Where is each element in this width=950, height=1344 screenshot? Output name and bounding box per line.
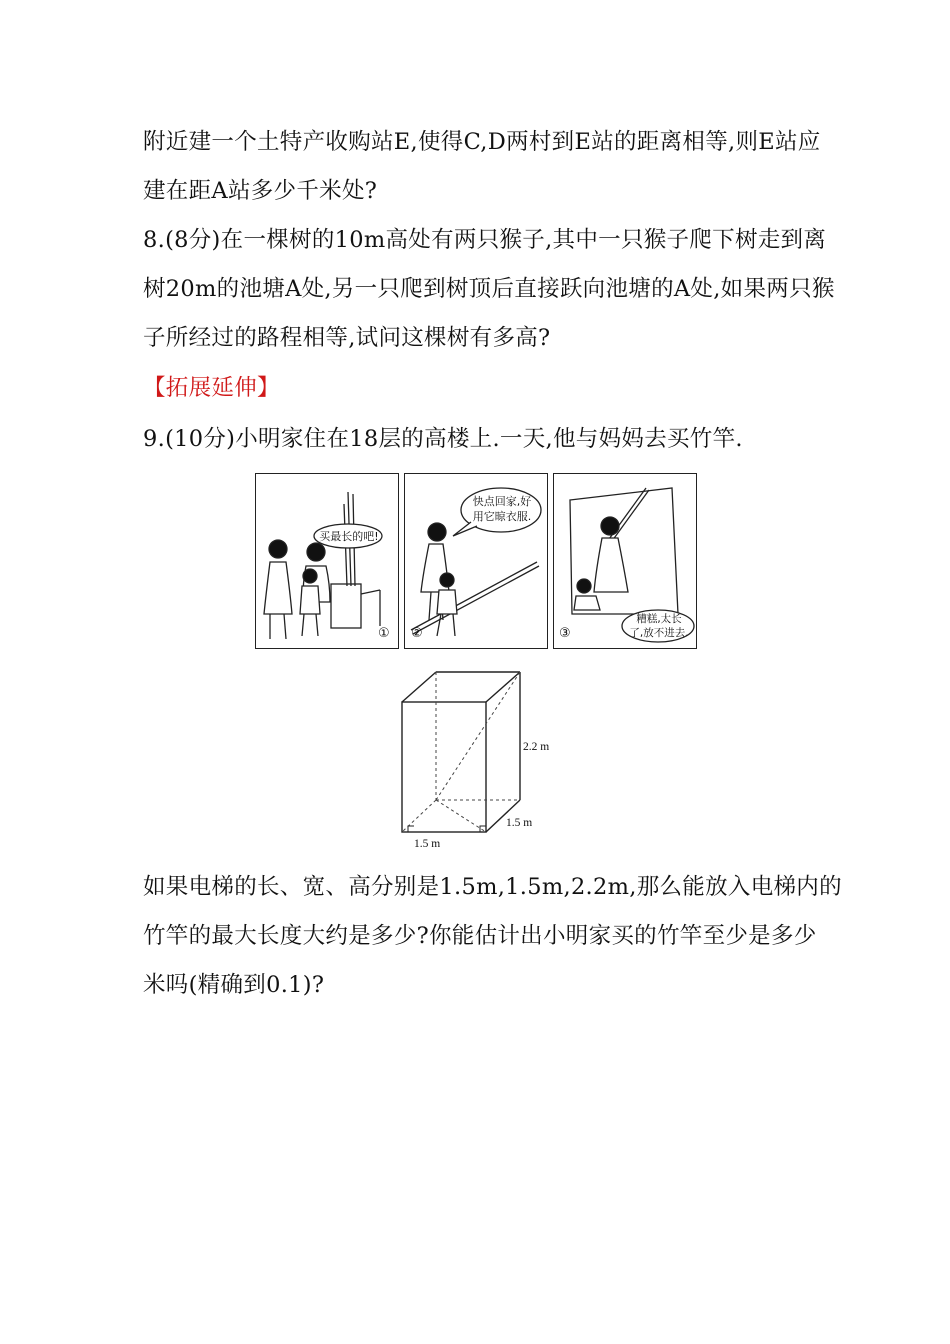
elevator-box-diagram <box>390 668 570 838</box>
problem-8-line-1: 8.(8分)在一棵树的10m高处有两只猴子,其中一只猴子爬下树走到离 <box>143 227 827 253</box>
depth-label: 1.5 m <box>506 817 533 829</box>
height-label: 2.2 m <box>523 741 550 753</box>
panel-1-number: ① <box>378 626 390 641</box>
problem-8-line-3: 子所经过的路程相等,试问这棵树有多高? <box>143 325 551 351</box>
problem-9-line-4: 米吗(精确到0.1)? <box>143 972 325 998</box>
panel-3-number: ③ <box>559 626 571 641</box>
problem-9-line-1: 9.(10分)小明家住在18层的高楼上.一天,他与妈妈去买竹竿. <box>143 426 743 452</box>
text-line-1: 附近建一个土特产收购站E,使得C,D两村到E站的距离相等,则E站应 <box>143 129 821 155</box>
panel-3-speech-line-2: 了,放不进去. <box>629 627 689 639</box>
comic-panel-2 <box>404 473 548 649</box>
width-label: 1.5 m <box>414 838 441 850</box>
comic-panel-1-illustration <box>256 474 397 647</box>
problem-9-line-2: 如果电梯的长、宽、高分别是1.5m,1.5m,2.2m,那么能放入电梯内的 <box>143 874 842 900</box>
panel-2-speech-line-2: 用它晾衣服. <box>472 510 532 523</box>
text-line-2: 建在距A站多少千米处? <box>143 178 378 204</box>
panel-3-speech-line-1: 糟糕,太长 <box>636 613 682 625</box>
problem-9-line-3: 竹竿的最大长度大约是多少?你能估计出小明家买的竹竿至少是多少 <box>143 923 817 949</box>
comic-panel-1 <box>255 473 399 649</box>
panel-1-speech: 买最长的吧! <box>319 530 379 543</box>
problem-8-line-2: 树20m的池塘A处,另一只爬到树顶后直接跃向池塘的A处,如果两只猴 <box>143 276 835 302</box>
panel-2-number: ② <box>411 626 423 641</box>
section-heading-extension: 【拓展延伸】 <box>143 375 280 401</box>
comic-panel-3 <box>553 473 697 649</box>
panel-2-speech-line-1: 快点回家,好 <box>472 495 532 508</box>
